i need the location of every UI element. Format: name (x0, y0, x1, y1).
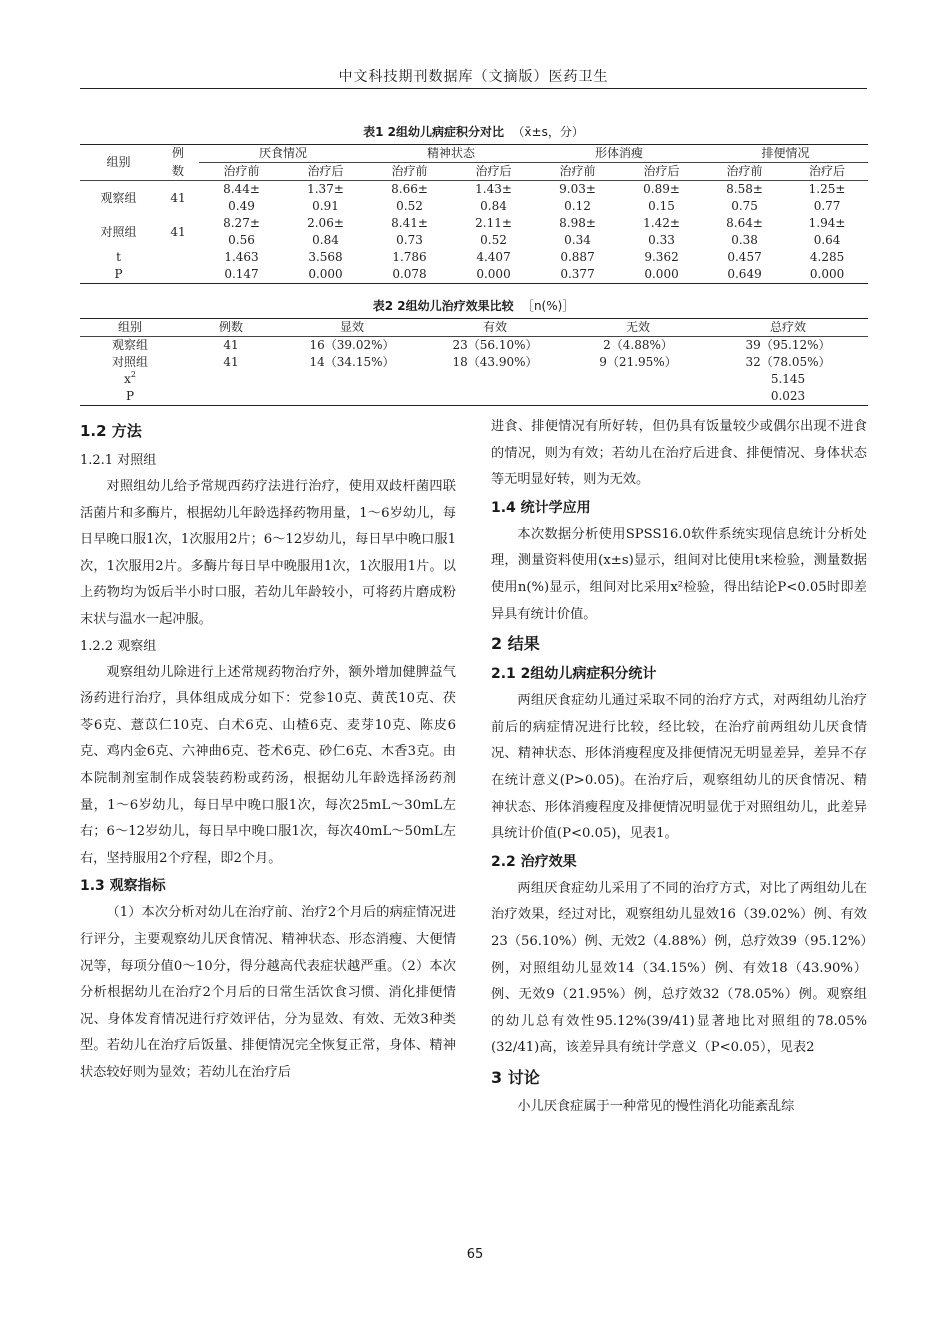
table1-p-row (80, 266, 868, 284)
table1-header-defecation: 排便情况 (703, 145, 868, 163)
table1-header-group: 组别 (80, 145, 157, 181)
paragraph: 两组厌食症幼儿采用了不同的治疗方式，对比了两组幼儿在治疗效果，经过对比，观察组幼儿显效16（39.02%）例、有效23（56.10%）例、无效2（4.88%）例，总疗效39（95.12%）例，对照组幼儿显效14（34.15%）例、有效18（43.90%）例、无效9（21.95%）例，总疗效32（78.05%）例。观察组的幼儿总有效性95.12%(39/41)显著地比对照组的78.05%(32/41)高，该差异具有统计学意义（P<0.05），见表2 (491, 880, 867, 1056)
table2-caption-main: 表2 2组幼儿治疗效果比较 (372, 299, 514, 313)
table2-header: 有效 (422, 319, 568, 337)
table-row (80, 181, 868, 199)
table1-cell: 2.06± (307, 216, 344, 230)
table1-cell: 0.49 (228, 199, 255, 213)
section-heading: 2.1 2组幼儿病症积分统计 (491, 666, 657, 683)
right-column (491, 414, 867, 1120)
table2-cell: 18（43.90%） (452, 355, 538, 369)
table1-subheader-row (80, 163, 868, 181)
table1-cell: 0.15 (648, 199, 675, 213)
paragraph: （1）本次分析对幼儿在治疗前、治疗2个月后的病症情况进行评分，主要观察幼儿厌食情况、精神状态、形态消瘦、大便情况等，每项分值0～10分，得分越高代表症状越严重。（2）本次分析根据幼儿在治疗2个月后的日常生活饮食习惯、消化排便情况、身体发育情况进行疗效评估，分为显效、有效、无效3种类型。若幼儿在治疗后饭量、排便情况完全恢复正常，身体、精神状态较好则为显效；若幼儿在治疗后 (80, 905, 456, 1080)
paragraph: 小儿厌食症属于一种常见的慢性消化功能紊乱综 (517, 1098, 795, 1114)
paragraph: 本次数据分析使用SPSS16.0软件系统实现信息统计分析处理，测量资料使用(x±s)显示，组间对比使用t来检验，测量数据使用n(%)显示，组间对比采用x²检验，得出结论P<0.05时即差异具有统计价值。 (491, 526, 867, 622)
table1-cell: 9.362 (644, 250, 679, 264)
table2-cell: 9（21.95%） (599, 355, 677, 369)
table1-cell: 0.887 (560, 250, 595, 264)
table1-cell: 0.89± (643, 182, 680, 196)
table2-chi-value: 5.145 (770, 372, 806, 386)
table2-p-row (80, 388, 868, 406)
table1-header-n1: 例 (157, 145, 199, 163)
table1-cell: 0.649 (703, 266, 786, 284)
table1-sub: 治疗后 (284, 163, 367, 181)
table1-sub: 治疗前 (199, 163, 284, 181)
table1-cell: 1.463 (224, 250, 259, 264)
table1-cell: 0.52 (480, 233, 507, 247)
table2-chi-label: $x^2$ (124, 370, 136, 386)
table1-cell: 8.41± (391, 216, 428, 230)
section-heading: 2 结果 (491, 634, 540, 654)
table1-cell: 0.377 (535, 266, 620, 284)
table1-row-n: 41 (170, 190, 186, 205)
table2-header: 组别 (80, 319, 180, 337)
table1-t-label: t (116, 250, 121, 264)
table1-cell: 0.77 (813, 199, 841, 213)
table1-cell: 0.078 (367, 266, 452, 284)
table1-cell: 1.25± (808, 182, 846, 196)
paragraph: 进食、排便情况有所好转，但仍具有饭量较少或偶尔出现不进食的情况，则为有效；若幼儿在治疗后进食、排便情况、身体状态等无明显好转，则为无效。 (491, 419, 867, 488)
table1-cell: 0.000 (620, 266, 703, 284)
table2-header-row (80, 319, 868, 337)
table2-header: 总疗效 (708, 319, 868, 337)
table1-cell: 0.73 (396, 233, 423, 247)
table1-header-mental: 精神状态 (367, 145, 535, 163)
table1-header-emaciation: 形体消瘦 (535, 145, 703, 163)
table1-cell: 8.98± (559, 216, 596, 230)
table1-cell: 0.33 (648, 233, 675, 247)
table2-cell: 对照组 (111, 355, 148, 369)
table1-row-name: 观察组 (100, 190, 137, 205)
table1-cell: 8.44± (223, 182, 260, 196)
table1-sub: 治疗后 (452, 163, 535, 181)
table1-row-name: 对照组 (100, 224, 137, 239)
table1-cell: 0.000 (284, 266, 367, 284)
table1-cell: 0.64 (813, 233, 841, 247)
table2 (80, 318, 868, 406)
subsection-heading: 1.2.2 观察组 (80, 638, 157, 654)
table1-cell: 9.03± (559, 182, 596, 196)
table1-cell: 1.42± (643, 216, 680, 230)
table1-cell: 0.000 (786, 266, 868, 284)
table1-sub: 治疗后 (620, 163, 703, 181)
table2-cell: 23（56.10%） (452, 338, 538, 352)
table1-cell: 8.66± (391, 182, 428, 196)
header-rule (80, 88, 867, 89)
table1-cell: 0.38 (731, 233, 758, 247)
table2-p-label: P (80, 388, 180, 406)
table1-cell: 0.91 (312, 199, 339, 213)
table1-sub: 治疗前 (367, 163, 452, 181)
table1-cell: 3.568 (308, 250, 343, 264)
table-row (80, 215, 868, 232)
table1-caption-unit: （x̄±s，分） (512, 125, 584, 139)
table1-cell: 0.52 (396, 199, 423, 213)
table1 (80, 144, 868, 284)
paragraph: 观察组幼儿除进行上述常规药物治疗外，额外增加健脾益气汤药进行治疗，具体组成成分如下：党参10克、黄芪10克、茯苓6克、薏苡仁10克、白术6克、山楂6克、麦芽10克、陈皮6克、鸡内金6克、六神曲6克、苍术6克、砂仁6克、木香3克。由本院制剂室制作成袋装药粉或药汤，根据幼儿年龄选择汤药剂量，1～6岁幼儿，每日早中晚口服1次，每次25mL～30mL左右；6～12岁幼儿，每日早中晚口服1次，每次40mL～50mL左右，坚持服用2个疗程，即2个月。 (80, 664, 456, 866)
section-heading: 1.4 统计学应用 (491, 499, 591, 516)
table1-header-anorexia: 厌食情况 (199, 145, 367, 163)
table2-cell: 16（39.02%） (309, 338, 395, 352)
table1-cell: 1.94± (808, 216, 846, 230)
table2-cell: 39（95.12%） (745, 338, 831, 352)
table1-row-n: 41 (170, 224, 186, 239)
table2-p-value: 0.023 (708, 388, 868, 406)
section-heading: 2.2 治疗效果 (491, 853, 577, 870)
table2-cell: 2（4.88%） (603, 338, 673, 352)
table2-cell: 41 (223, 355, 239, 369)
table2-caption-unit: ［n(%)］ (521, 299, 575, 313)
table1-header-row (80, 145, 868, 163)
table1-cell: 4.407 (476, 250, 511, 264)
table1-cell: 0.000 (452, 266, 535, 284)
table1-caption-main: 表1 2组幼儿病症积分对比 (363, 125, 505, 139)
table2-cell: 观察组 (111, 338, 148, 352)
table2-header: 无效 (568, 319, 708, 337)
section-heading: 1.2 方法 (80, 422, 142, 440)
table1-cell: 8.64± (726, 216, 763, 230)
table1-sub: 治疗前 (703, 163, 786, 181)
table1-cell: 0.84 (312, 233, 339, 247)
table1-cell: 0.12 (564, 199, 591, 213)
table1-cell: 0.34 (564, 233, 591, 247)
table1-cell: 2.11± (475, 216, 512, 230)
section-heading: 3 讨论 (491, 1067, 540, 1087)
subsection-heading: 1.2.1 对照组 (80, 453, 157, 468)
table1-cell: 1.37± (307, 182, 344, 196)
running-header: 中文科技期刊数据库（文摘版）医药卫生 (338, 69, 609, 85)
table1-sub: 治疗前 (535, 163, 620, 181)
table1-cell: 0.56 (228, 233, 255, 247)
table1-caption (80, 123, 867, 140)
table2-cell: 32（78.05%） (745, 355, 831, 369)
table-row (80, 198, 868, 215)
table1-cell: 8.27± (223, 216, 260, 230)
section-heading: 1.3 观察指标 (80, 878, 166, 895)
table-row (80, 354, 868, 371)
table2-header: 例数 (180, 319, 282, 337)
table2-cell: 14（34.15%） (309, 355, 395, 369)
table1-cell: 0.457 (727, 250, 762, 264)
left-column (80, 414, 456, 1086)
table2-chi-row (80, 371, 868, 388)
table1-t-row (80, 249, 868, 266)
table1-sub: 治疗后 (786, 163, 868, 181)
table1-p-label: P (80, 266, 157, 284)
table1-cell: 0.147 (199, 266, 284, 284)
table2-caption (80, 297, 867, 314)
table1-cell: 4.285 (809, 250, 845, 264)
table1-cell: 0.75 (731, 199, 758, 213)
paragraph: 对照组幼儿给予常规西药疗法进行治疗，使用双歧杆菌四联活菌片和多酶片，根据幼儿年龄选择药物用量，1～6岁幼儿，每日早晚口服1次，1次服用2片；6～12岁幼儿，每日早中晚口服1次，1次服用2片。多酶片每日早中晚服用1次，1次服用1片。以上药物均为饭后半小时口服，若幼儿年龄较小，可将药片磨成粉末状与温水一起冲服。 (80, 479, 456, 627)
table1-cell: 8.58± (726, 182, 763, 196)
table1-cell: 1.786 (392, 250, 427, 264)
table1-cell: 0.84 (480, 199, 507, 213)
table1-cell: 1.43± (475, 182, 512, 196)
table-row (80, 232, 868, 249)
page-number: 65 (466, 1247, 484, 1262)
table1-header-n2: 数 (157, 163, 199, 181)
table-row (80, 337, 868, 355)
paragraph: 两组厌食症幼儿通过采取不同的治疗方式，对两组幼儿治疗前后的病症情况进行比较，经比较，在治疗前两组幼儿厌食情况、精神状态、形体消瘦程度及排便情况无明显差异，差异不存在统计意义(P>0.05)。在治疗后，观察组幼儿的厌食情况、精神状态、形体消瘦程度及排便情况明显优于对照组幼儿，此差异具统计价值(P<0.05)，见表1。 (491, 693, 867, 842)
table2-header: 显效 (282, 319, 422, 337)
table2-cell: 41 (223, 338, 239, 352)
